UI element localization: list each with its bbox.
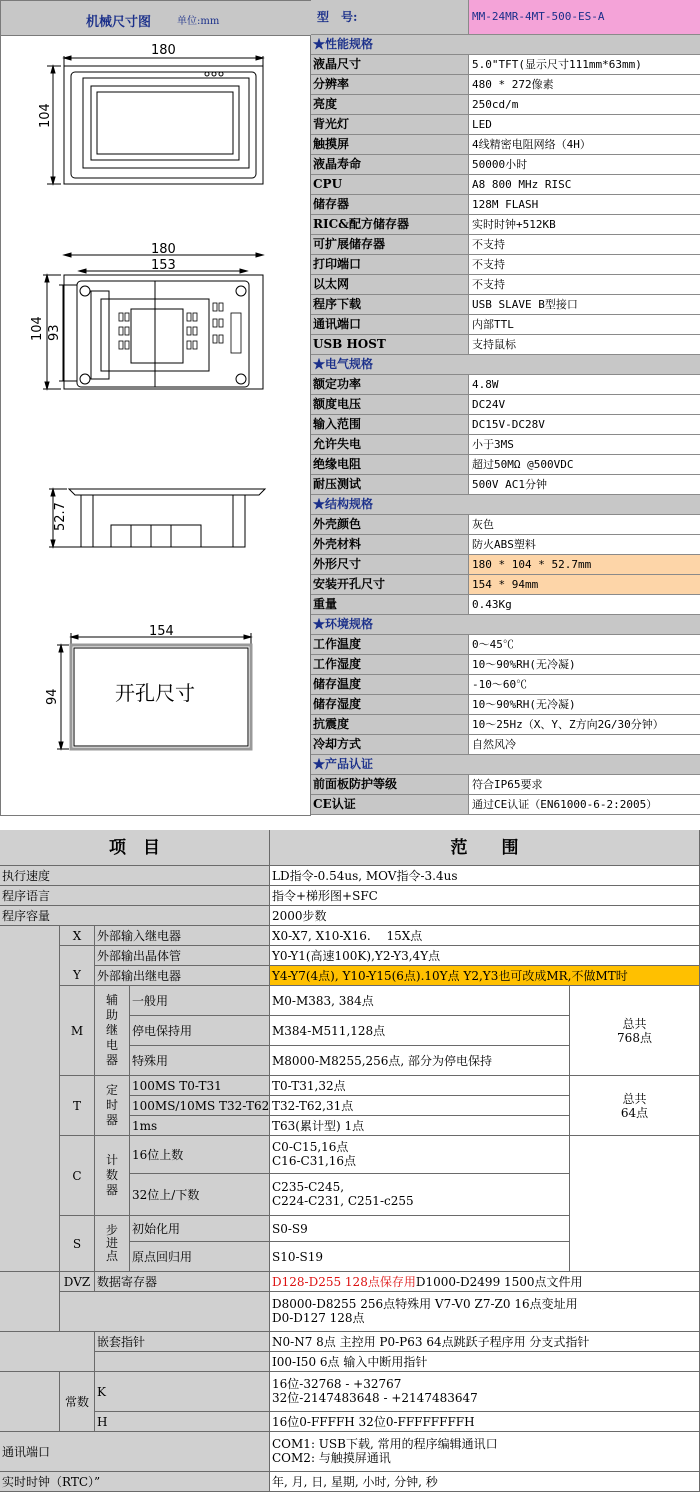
spec-key: 绝缘电阻 [311,455,469,474]
spec-value: 4线精密电阻网络（4H） [472,138,591,151]
spec-key: 触摸屏 [311,135,469,154]
dvz-left [0,1272,60,1332]
spec-row [311,75,700,95]
c1-value-line2: C16-C31,16点 [272,1154,357,1168]
s2-value: S10-S19 [270,1242,570,1272]
spec-row [311,275,700,295]
const-group: 常数 [60,1372,95,1432]
y-transistor-key: 外部输出晶体管 [95,946,270,966]
pointer-left [0,1332,95,1372]
spec-value: 128M FLASH [472,198,539,211]
const-h-key: H [95,1412,270,1432]
pointer-value: N0-N7 8点 主控用 P0-P63 64点跳跃子程序用 分支式指针 [270,1332,700,1352]
spec-value: 内部TTL [472,318,514,331]
comm-value [270,1432,700,1472]
spec-value: 500V AC1分钟 [472,478,547,491]
rear-view-drawing [1,241,312,411]
c2-value-line2: C224-C231, C251-c255 [272,1194,414,1208]
spec-value: 480 * 272像素 [472,78,554,91]
c1-key: 16位上数 [130,1136,270,1174]
dvz-value-red: D128-D255 128点保存用 [272,1274,416,1289]
spec-value: LED [472,118,492,131]
d4-height-label: 94 [45,688,60,705]
m-group-cell [95,986,130,1076]
spec-section-row [311,355,700,375]
y-relay-value: Y4-Y7(4点), Y10-Y15(6点).10Y点 Y2,Y3也可改成MR,不做MT时 [270,966,700,986]
spec-value: 自然风冷 [472,738,516,751]
spec-section-title: ★电气规格 [311,355,700,374]
spec-key: 亮度 [311,95,469,114]
spec-key: 外形尺寸 [311,555,469,574]
spec-row [311,55,700,75]
plc-spec-table [0,830,700,1492]
spec-value: 154 * 94mm [469,575,700,594]
spec-key: CE认证 [311,795,469,814]
spec-value: 不支持 [472,258,505,271]
dvz2-value [270,1292,700,1332]
spec-row [311,235,700,255]
spec-value: 防火ABS塑料 [472,538,536,551]
const-k-key: K [95,1372,270,1412]
spec-key: 储存湿度 [311,695,469,714]
s-code: S [60,1216,95,1272]
spec-value: 通过CE认证（EN61000-6-2:2005） [472,798,658,811]
spec-key: 打印端口 [311,255,469,274]
spec-key: 储存温度 [311,675,469,694]
spec-row [311,555,700,575]
spec-value: 不支持 [472,278,505,291]
x-code: X [60,926,95,946]
x-key: 外部输入继电器 [95,926,270,946]
spec-key: 储存器 [311,195,469,214]
d1-width-label: 180 [151,43,176,58]
m-total: 总共 768点 [570,986,700,1076]
d2-width-label: 180 [151,242,176,257]
drawing-header [1,1,312,36]
t-code: T [60,1076,95,1136]
comm-key: 通讯端口 [0,1432,270,1472]
spec-section-row [311,755,700,775]
m2-value: M384-M511,128点 [270,1016,570,1046]
spec-row [311,575,700,595]
spec-key: 耐压测试 [311,475,469,494]
dvz-value-rest: D1000-D2499 1500点文件用 [415,1274,583,1289]
spec-value: 50000小时 [472,158,528,171]
m1-key: 一般用 [130,986,270,1016]
d4-width-label: 154 [149,624,174,639]
s1-key: 初始化用 [130,1216,270,1242]
x-value: X0-X7, X10-X16. 15X点 [270,926,700,946]
spec-row [311,295,700,315]
spec-row [311,335,700,355]
const-k-line1: 16位-32768 - +32767 [272,1377,402,1391]
spec-key: 输入范围 [311,415,469,434]
spec-section-title: ★性能规格 [311,35,700,54]
spec-row [311,795,700,815]
cutout-drawing [1,621,312,761]
c1-value [270,1136,570,1174]
spec-section-row [311,495,700,515]
header-range: 范 围 [270,830,700,866]
d2-inner-width-label: 153 [151,258,176,273]
spec-value: DC24V [472,398,506,411]
y-relay-key: 外部输出继电器 [95,966,270,986]
spec-key: 外壳材料 [311,535,469,554]
s-group: 步进点 [105,1223,118,1263]
t1-key: 100MS T0-T31 [130,1076,270,1096]
dvz2-value-line1: D8000-D8255 256点特殊用 V7-V0 Z7-Z0 16点变址用 [272,1297,578,1311]
spec-section-title: ★结构规格 [311,495,700,514]
dvz2-value-line2: D0-D127 128点 [272,1311,365,1325]
spec-key: 以太网 [311,275,469,294]
spec-key: 液晶尺寸 [311,55,469,74]
t-group-cell [95,1076,130,1136]
spec-row [311,175,700,195]
spec-row [311,635,700,655]
spec-row [311,695,700,715]
c2-value-line1: C235-C245, [272,1180,345,1194]
spec-key: 冷却方式 [311,735,469,754]
spec-value: 10～25Hz（X、Y、Z方向2G/30分钟） [472,718,664,731]
spec-value: 小于3MS [472,438,514,451]
comm-line1: COM1: USB下载, 常用的程序编辑通讯口 [272,1437,498,1451]
exec-speed-key: 执行速度 [0,866,270,886]
rtc-key: 实时时钟（RTC）” [0,1472,270,1492]
spec-row [311,715,700,735]
interrupt-value: I00-I50 6点 输入中断用指针 [270,1352,700,1372]
spec-key: 额定功率 [311,375,469,394]
spec-key: 工作湿度 [311,655,469,674]
drawing-unit: 单位:mm [177,16,220,27]
spec-key: 抗震度 [311,715,469,734]
spec-value: -10～60℃ [472,678,528,691]
spec-key: 背光灯 [311,115,469,134]
c2-key: 32位上/下数 [130,1174,270,1216]
const-h-value: 16位0-FFFFH 32位0-FFFFFFFFH [270,1412,700,1432]
t-total: 总共 64点 [570,1076,700,1136]
language-key: 程序语言 [0,886,270,906]
spec-value: USB SLAVE B型接口 [472,298,578,311]
spec-row [311,735,700,755]
spec-value: 10～90%RH(无冷凝) [472,658,576,671]
s1-value: S0-S9 [270,1216,570,1242]
d2-inner-height-label: 93 [47,324,62,341]
spec-row [311,595,700,615]
spec-section-row [311,35,700,55]
c-code: C [60,1136,95,1216]
spec-key: 通讯端口 [311,315,469,334]
spec-value: 不支持 [472,238,505,251]
spec-key: 液晶寿命 [311,155,469,174]
m2-key: 停电保持用 [130,1016,270,1046]
spec-value: 0.43Kg [472,598,512,611]
spec-row [311,435,700,455]
spec-key: RIC&配方储存器 [311,215,469,234]
spec-row [311,655,700,675]
spec-row [311,775,700,795]
spec-key: CPU [311,175,469,194]
m-code: M [60,986,95,1076]
c2-value [270,1174,570,1216]
model-row [311,0,700,35]
m-group: 辅助继电器 [105,993,118,1067]
const-left [0,1372,60,1432]
dvz-key: 数据寄存器 [95,1272,270,1292]
t3-value: T63(累计型) 1点 [270,1116,570,1136]
cs-blank [570,1136,700,1272]
model-key: 型 号: [311,0,469,34]
dvz2-key [60,1292,270,1332]
t3-key: 1ms [130,1116,270,1136]
header-item: 项 目 [0,830,270,866]
spec-row [311,675,700,695]
c-group: 计数器 [105,1153,118,1197]
spec-key: 允许失电 [311,435,469,454]
spec-row [311,315,700,335]
spec-row [311,195,700,215]
spec-value: 支持鼠标 [472,338,516,351]
spec-value: 4.8W [472,378,499,391]
dvz-code: DVZ [60,1272,95,1292]
spec-value: 180 * 104 * 52.7mm [469,555,700,574]
spec-value: 5.0"TFT(显示尺寸111mm*63mm) [472,58,642,71]
cutout-label: 开孔尺寸 [115,681,195,705]
t-group: 定时器 [105,1083,118,1127]
c-group-cell [95,1136,130,1216]
y-code: Y [60,946,95,986]
spec-key: 工作温度 [311,635,469,654]
spec-section-title: ★产品认证 [311,755,700,774]
spec-row [311,135,700,155]
spec-row [311,155,700,175]
spec-value: 灰色 [472,518,494,531]
const-k-value [270,1372,700,1412]
t1-value: T0-T31,32点 [270,1076,570,1096]
m1-value: M0-M383, 384点 [270,986,570,1016]
capacity-key: 程序容量 [0,906,270,926]
spec-row [311,535,700,555]
spec-key: USB HOST [311,335,469,354]
spec-key: 额度电压 [311,395,469,414]
spec-row [311,375,700,395]
spec-row [311,475,700,495]
spec-value: 超过50MΩ @500VDC [472,458,574,471]
spec-key: 安装开孔尺寸 [311,575,469,594]
language-value: 指令+梯形图+SFC [270,886,700,906]
front-view-drawing [1,36,312,206]
spec-value: 250cd/m [472,98,519,111]
s-group-cell [95,1216,130,1272]
spec-row [311,515,700,535]
s2-key: 原点回归用 [130,1242,270,1272]
spec-section-title: ★环境规格 [311,615,700,634]
drawing-title: 机械尺寸图 [86,15,152,30]
spec-key: 前面板防护等级 [311,775,469,794]
pointer-key: 嵌套指针 [95,1332,270,1352]
side-view-drawing [1,479,312,559]
mechanical-drawing-panel [0,0,311,816]
spec-row [311,455,700,475]
model-value: MM-24MR-4MT-500-ES-A [469,0,700,34]
spec-key: 程序下载 [311,295,469,314]
spec-row [311,415,700,435]
rtc-value: 年, 月, 日, 星期, 小时, 分钟, 秒 [270,1472,700,1492]
c1-value-line1: C0-C15,16点 [272,1140,349,1154]
spec-value: 0～45℃ [472,638,514,651]
spec-row [311,395,700,415]
spec-row [311,115,700,135]
exec-speed-value: LD指令-0.54us, MOV指令-3.4us [270,866,700,886]
t2-value: T32-T62,31点 [270,1096,570,1116]
spec-value: A8 800 MHz RISC [472,178,572,191]
spec-value: 实时时钟+512KB [472,218,556,231]
spec-value: DC15V-DC28V [472,418,545,431]
capacity-value: 2000步数 [270,906,700,926]
d2-height-label: 104 [30,316,45,341]
t2-key: 100MS/10MS T32-T62 [130,1096,270,1116]
m3-key: 特殊用 [130,1046,270,1076]
d1-height-label: 104 [38,103,53,128]
spec-row [311,215,700,235]
d3-depth-label: 52.7 [53,502,68,531]
spec-row [311,95,700,115]
dvz-value [270,1272,700,1292]
spec-section-row [311,615,700,635]
spec-value: 符合IP65要求 [472,778,543,791]
const-k-line2: 32位-2147483648 - +2147483647 [272,1391,478,1405]
comm-line2: COM2: 与触摸屏通讯 [272,1451,391,1465]
spec-row [311,255,700,275]
device-block-left [0,926,60,1272]
interrupt-key [95,1352,270,1372]
spec-value: 10～90%RH(无冷凝) [472,698,576,711]
spec-key: 分辨率 [311,75,469,94]
y-transistor-value: Y0-Y1(高速100K),Y2-Y3,4Y点 [270,946,700,966]
spec-key: 可扩展储存器 [311,235,469,254]
m3-value: M8000-M8255,256点, 部分为停电保持 [270,1046,570,1076]
spec-key: 外壳颜色 [311,515,469,534]
spec-key: 重量 [311,595,469,614]
